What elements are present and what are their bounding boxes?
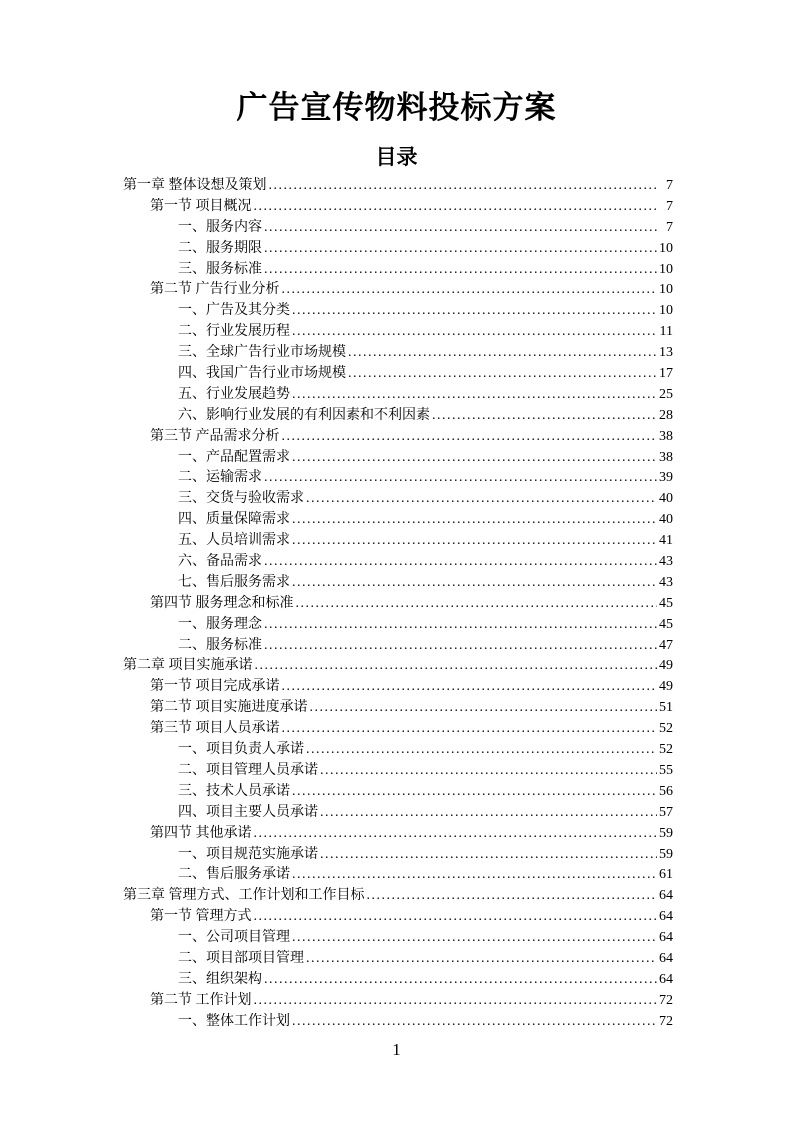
toc-leader-dots: [348, 343, 657, 364]
toc-leader-dots: [292, 573, 657, 594]
toc-entry[interactable]: [123, 197, 673, 218]
toc-entry-label: 第三节 产品需求分析: [150, 428, 280, 444]
toc-entry-label: 二、行业发展历程: [178, 324, 290, 340]
toc-entry-label: 二、售后服务承诺: [178, 867, 290, 883]
toc-entry-label: 一、产品配置需求: [178, 449, 290, 465]
toc-entry-page: 7: [666, 178, 673, 193]
toc-entry-label: 一、服务内容: [178, 219, 262, 235]
toc-entry-page: 11: [659, 324, 673, 340]
toc-leader-dots: [320, 845, 657, 866]
toc-entry-label: 第二节 广告行业分析: [150, 282, 280, 298]
toc-entry-page: 40: [659, 512, 673, 528]
toc-entry-page: 10: [659, 261, 673, 277]
toc-leader-dots: [282, 280, 658, 301]
toc-entry[interactable]: [123, 761, 673, 782]
toc-entry-page: 41: [659, 533, 673, 549]
toc-entry-label: 三、全球广告行业市场规模: [178, 345, 346, 361]
toc-entry-page: 64: [659, 950, 673, 966]
toc-entry[interactable]: [123, 385, 673, 406]
toc-entry[interactable]: [123, 907, 673, 928]
toc-entry-page: 38: [659, 428, 673, 444]
toc-entry-page: 57: [659, 804, 673, 820]
page-number: 1: [392, 1040, 401, 1059]
toc-entry-page: 64: [659, 888, 673, 904]
toc-entry-page: 59: [659, 825, 673, 841]
toc-entry[interactable]: [123, 531, 673, 552]
toc-entry[interactable]: [123, 573, 673, 594]
toc-leader-dots: [292, 531, 657, 552]
toc-leader-dots: [320, 761, 657, 782]
toc-leader-dots: [292, 1012, 657, 1033]
toc-entry[interactable]: [123, 636, 673, 657]
toc-leader-dots: [292, 385, 657, 406]
toc-leader-dots: [254, 907, 658, 928]
toc-leader-dots: [264, 260, 657, 281]
toc-entry-label: 一、公司项目管理: [178, 930, 290, 946]
toc-entry-label: 一、整体工作计划: [178, 1013, 290, 1029]
toc-entry-page: 51: [659, 700, 673, 716]
toc-entry[interactable]: [123, 510, 673, 531]
toc-entry[interactable]: [123, 677, 673, 698]
toc-entry-label: 二、项目部项目管理: [178, 950, 304, 966]
toc-entry[interactable]: [123, 928, 673, 949]
toc-entry-page: 64: [659, 971, 673, 987]
toc-entry-page: 47: [659, 637, 673, 653]
toc-leader-dots: [254, 991, 658, 1012]
toc-entry-label: 一、项目负责人承诺: [178, 742, 304, 758]
toc-entry-label: 二、项目管理人员承诺: [178, 762, 318, 778]
toc-leader-dots: [292, 510, 657, 531]
toc-entry-label: 第三章 管理方式、工作计划和工作目标: [123, 888, 365, 904]
toc-entry[interactable]: [123, 239, 673, 260]
toc-leader-dots: [264, 636, 657, 657]
toc-entry-page: 59: [659, 846, 673, 862]
toc-leader-dots: [255, 656, 658, 677]
toc-leader-dots: [264, 218, 657, 239]
toc-entry-label: 第一节 项目完成承诺: [150, 679, 280, 695]
toc-entry[interactable]: [123, 991, 673, 1012]
toc-entry-page: 64: [659, 930, 673, 946]
toc-leader-dots: [264, 239, 657, 260]
toc-entry-label: 五、行业发展趋势: [178, 386, 290, 402]
toc-entry[interactable]: [123, 552, 673, 573]
toc-entry-page: 7: [666, 219, 673, 235]
toc-leader-dots: [292, 928, 657, 949]
toc-entry-label: 二、服务标准: [178, 637, 262, 653]
toc-leader-dots: [296, 594, 658, 615]
toc-leader-dots: [306, 949, 657, 970]
toc-leader-dots: [254, 197, 658, 218]
toc-entry[interactable]: [123, 343, 673, 364]
toc-entry-page: 52: [659, 721, 673, 737]
toc-entry-page: 72: [659, 1013, 673, 1029]
toc-entry[interactable]: [123, 489, 673, 510]
toc-entry-label: 第四节 服务理念和标准: [150, 595, 294, 611]
toc-entry[interactable]: [123, 803, 673, 824]
toc-entry[interactable]: [123, 448, 673, 469]
toc-entry[interactable]: [123, 698, 673, 719]
toc-leader-dots: [320, 803, 657, 824]
toc-entry-page: 55: [659, 762, 673, 778]
toc-entry-page: 72: [659, 992, 673, 1008]
toc-entry-label: 七、售后服务需求: [178, 574, 290, 590]
toc-entry[interactable]: [123, 656, 673, 677]
toc-leader-dots: [292, 301, 657, 322]
toc-entry-label: 一、项目规范实施承诺: [178, 846, 318, 862]
toc-heading: 目录: [375, 146, 418, 169]
toc-entry-page: 64: [659, 909, 673, 925]
toc-entry-label: 六、备品需求: [178, 554, 262, 570]
toc-entry-label: 第二章 项目实施承诺: [123, 658, 253, 674]
toc-entry-page: 10: [659, 303, 673, 319]
toc-entry-label: 三、组织架构: [178, 971, 262, 987]
toc-entry[interactable]: [123, 719, 673, 740]
toc-entry-page: 61: [659, 867, 673, 883]
toc-entry-page: 38: [659, 449, 673, 465]
toc-entry[interactable]: [123, 970, 673, 991]
toc-entry-label: 二、服务期限: [178, 240, 262, 256]
toc-entry-page: 45: [659, 595, 673, 611]
toc-entry-label: 一、服务理念: [178, 616, 262, 632]
toc-leader-dots: [306, 489, 657, 510]
toc-leader-dots: [310, 698, 658, 719]
toc-leader-dots: [292, 322, 657, 343]
toc-entry-page: 49: [659, 658, 673, 674]
toc-leader-dots: [264, 615, 657, 636]
toc-entry-label: 三、服务标准: [178, 261, 262, 277]
toc-entry[interactable]: [123, 949, 673, 970]
toc-leader-dots: [264, 552, 657, 573]
toc-leader-dots: [306, 740, 657, 761]
toc-entry[interactable]: [123, 886, 673, 907]
toc-entry-label: 第一章 整体设想及策划: [123, 178, 267, 193]
toc-entry[interactable]: [123, 824, 673, 845]
toc-entry[interactable]: [123, 1012, 673, 1033]
toc-leader-dots: [367, 886, 658, 907]
toc-leader-dots: [282, 427, 658, 448]
toc-leader-dots: [254, 824, 658, 845]
toc-leader-dots: [264, 970, 657, 991]
toc-leader-dots: [264, 468, 657, 489]
toc-leader-dots: [269, 176, 658, 197]
toc-entry-page: 17: [659, 366, 673, 382]
toc-leader-dots: [292, 865, 657, 886]
toc-entry-page: 25: [659, 386, 673, 402]
toc-leader-dots: [292, 782, 657, 803]
toc-entry[interactable]: [123, 280, 673, 301]
toc-entry-label: 五、人员培训需求: [178, 533, 290, 549]
toc-entry-label: 一、广告及其分类: [178, 303, 290, 319]
toc-entry[interactable]: [123, 865, 673, 886]
toc-entry-page: 40: [659, 491, 673, 507]
toc-entry[interactable]: [123, 740, 673, 761]
toc-entry[interactable]: [123, 468, 673, 489]
toc-leader-dots: [432, 406, 657, 427]
toc-entry-label: 第四节 其他承诺: [150, 825, 252, 841]
toc-entry[interactable]: [123, 176, 673, 197]
table-of-contents: [123, 176, 673, 1033]
toc-leader-dots: [282, 677, 658, 698]
toc-entry-page: 43: [659, 574, 673, 590]
toc-entry[interactable]: [123, 218, 673, 239]
toc-entry[interactable]: [123, 594, 673, 615]
toc-entry[interactable]: [123, 615, 673, 636]
toc-entry[interactable]: [123, 782, 673, 803]
toc-leader-dots: [348, 364, 657, 385]
toc-entry-label: 三、交货与验收需求: [178, 491, 304, 507]
document-title: 广告宣传物料投标方案: [236, 90, 557, 125]
toc-entry[interactable]: [123, 406, 673, 427]
toc-entry-page: 28: [659, 407, 673, 423]
toc-entry-label: 四、质量保障需求: [178, 512, 290, 528]
toc-entry-label: 二、运输需求: [178, 470, 262, 486]
toc-entry-page: 49: [659, 679, 673, 695]
toc-entry-label: 第二节 工作计划: [150, 992, 252, 1008]
toc-leader-dots: [282, 719, 658, 740]
toc-leader-dots: [292, 448, 657, 469]
toc-entry[interactable]: [123, 845, 673, 866]
toc-entry-page: 43: [659, 554, 673, 570]
toc-entry-page: 10: [659, 282, 673, 298]
toc-entry-label: 六、影响行业发展的有利因素和不利因素: [178, 407, 430, 423]
toc-entry-label: 三、技术人员承诺: [178, 783, 290, 799]
toc-entry-page: 45: [659, 616, 673, 632]
toc-entry-label: 四、项目主要人员承诺: [178, 804, 318, 820]
toc-entry[interactable]: [123, 364, 673, 385]
toc-entry-label: 第三节 项目人员承诺: [150, 721, 280, 737]
toc-entry-page: 39: [659, 470, 673, 486]
toc-entry-page: 10: [659, 240, 673, 256]
toc-entry[interactable]: [123, 301, 673, 322]
toc-entry-page: 13: [659, 345, 673, 361]
toc-entry[interactable]: [123, 322, 673, 343]
toc-entry[interactable]: [123, 260, 673, 281]
toc-entry[interactable]: [123, 427, 673, 448]
toc-entry-label: 第二节 项目实施进度承诺: [150, 700, 308, 716]
toc-entry-label: 第一节 管理方式: [150, 909, 252, 925]
toc-entry-label: 第一节 项目概况: [150, 198, 252, 214]
toc-entry-label: 四、我国广告行业市场规模: [178, 366, 346, 382]
toc-entry-page: 7: [666, 198, 673, 214]
toc-entry-page: 56: [659, 783, 673, 799]
toc-entry-page: 52: [659, 742, 673, 758]
